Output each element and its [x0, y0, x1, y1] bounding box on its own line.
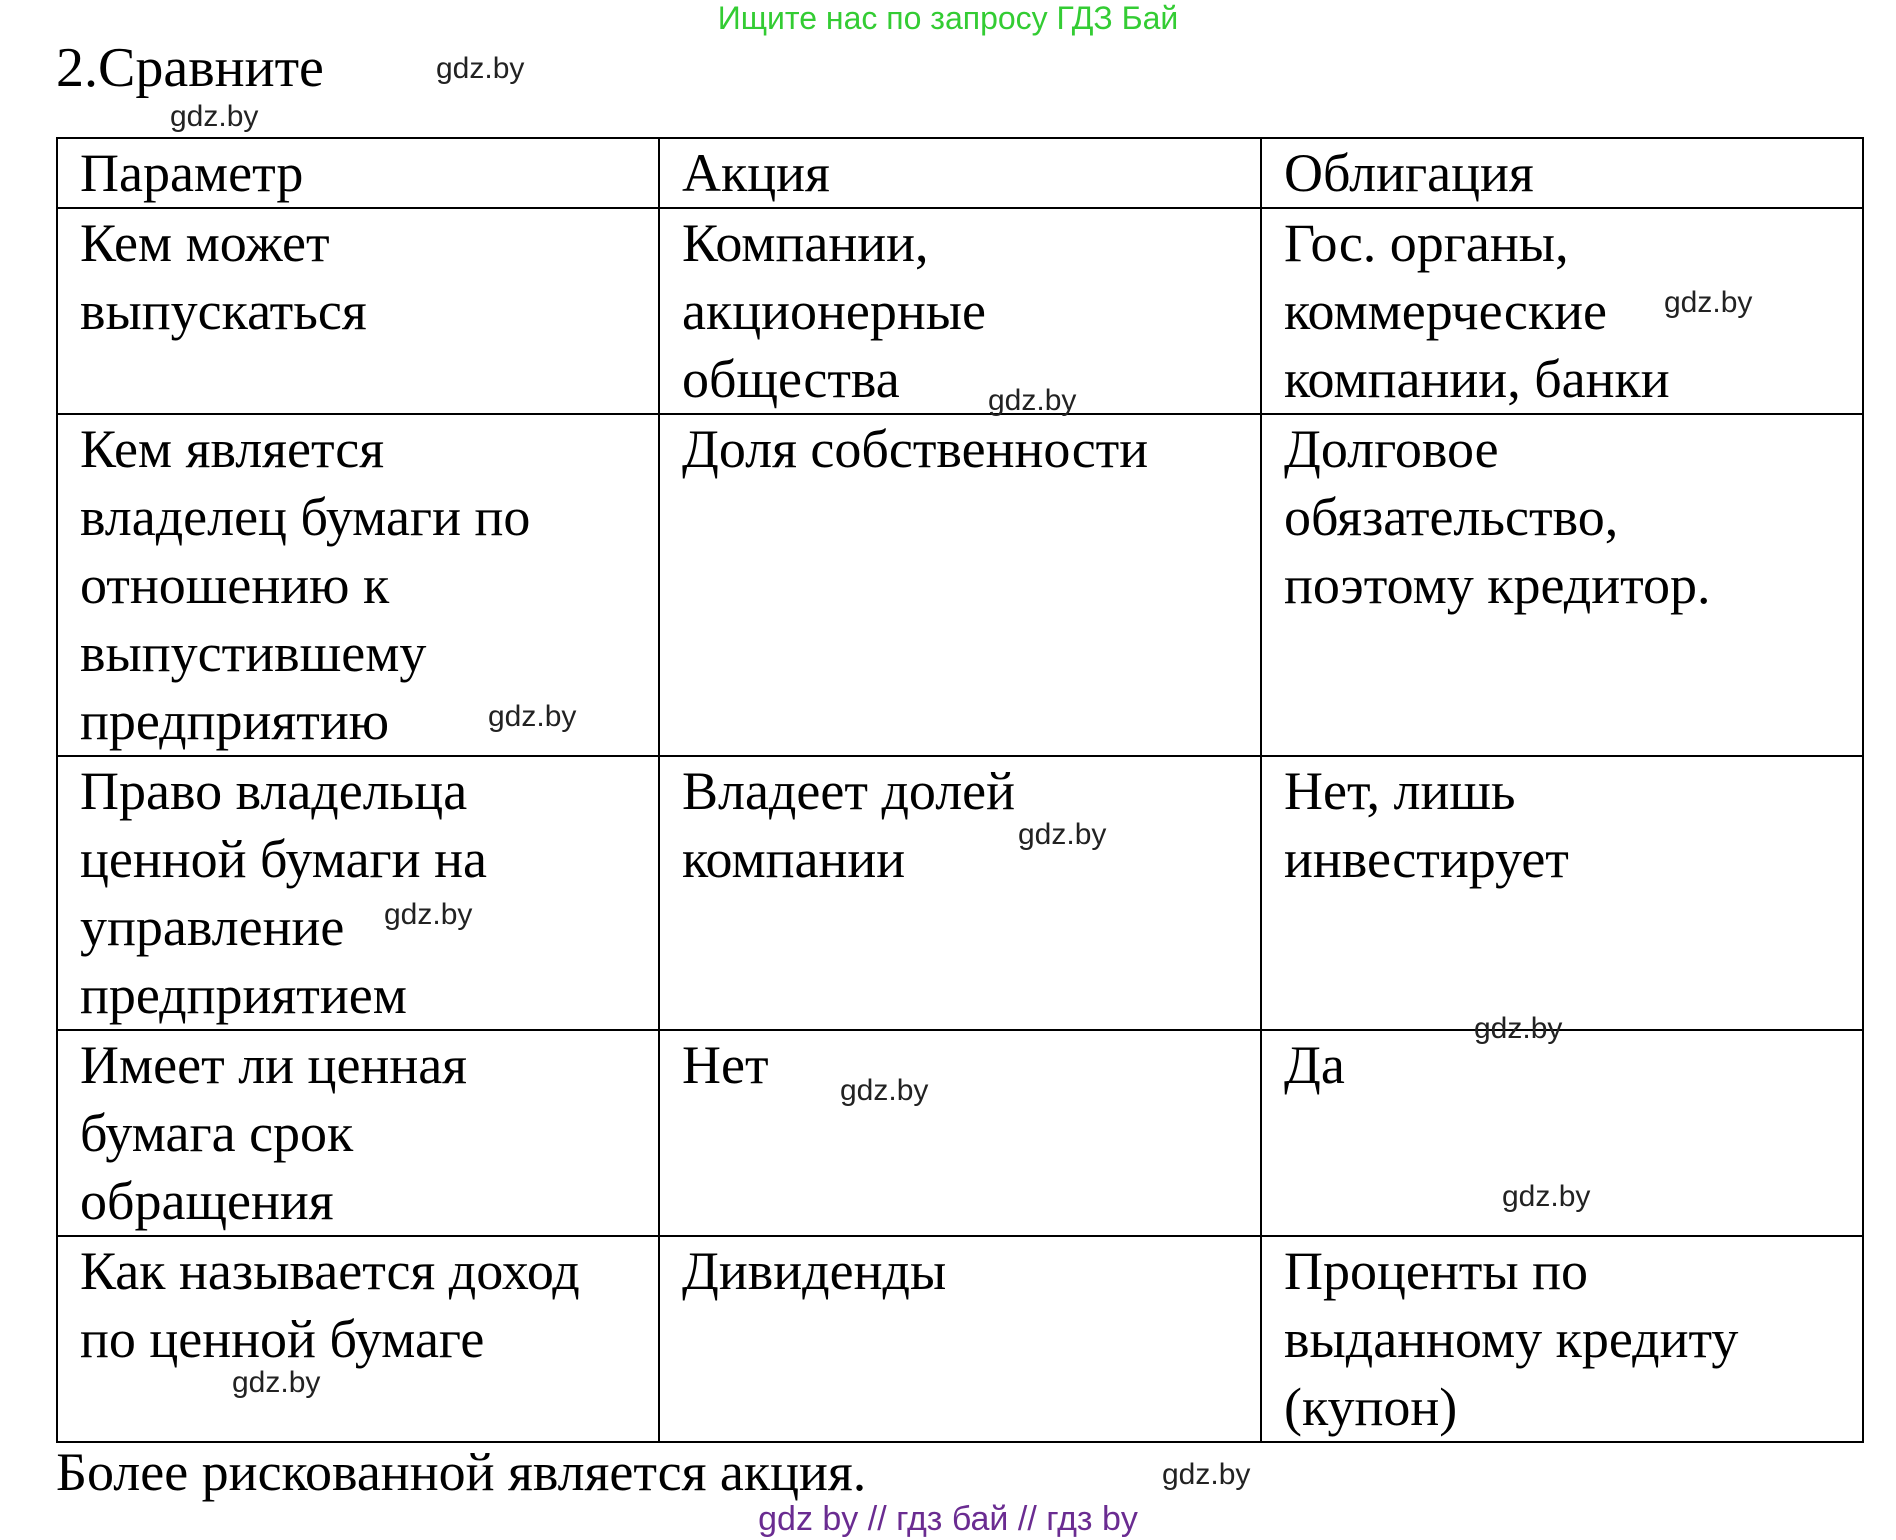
- watermark: gdz.by: [170, 100, 259, 133]
- table-cell: Как называется доход по ценной бумаге: [57, 1236, 659, 1442]
- header-cell-stock: Акция: [659, 138, 1261, 208]
- header-cell-bond: Облигация: [1261, 138, 1863, 208]
- table-cell: Компании, акционерные общества: [659, 208, 1261, 414]
- table-row: [57, 756, 1863, 1030]
- table-cell: Нет: [659, 1030, 1261, 1236]
- watermark: gdz.by: [384, 898, 473, 931]
- table-cell: Нет, лишь инвестирует: [1261, 756, 1863, 1030]
- table-row: [57, 1236, 1863, 1442]
- table-cell: Имеет ли ценная бумага срок обращения: [57, 1030, 659, 1236]
- table-cell: Долговое обязательство, поэтому кредитор.: [1261, 414, 1863, 756]
- table-cell: Гос. органы, коммерческие компании, банки: [1261, 208, 1863, 414]
- table-row: [57, 1030, 1863, 1236]
- task-heading: 2.Сравните: [56, 37, 324, 99]
- watermark: gdz.by: [1474, 1012, 1563, 1045]
- table-cell: Владеет долей компании: [659, 756, 1261, 1030]
- table-cell: Право владельца ценной бумаги на управление предприятием: [57, 756, 659, 1030]
- table-cell: Кем может выпускаться: [57, 208, 659, 414]
- watermark: gdz.by: [436, 52, 525, 85]
- table-row: [57, 208, 1863, 414]
- watermark: gdz.by: [1018, 818, 1107, 851]
- table-cell: Да: [1261, 1030, 1863, 1236]
- table-cell: Проценты по выданному кредиту (купон): [1261, 1236, 1863, 1442]
- watermark: gdz.by: [840, 1074, 929, 1107]
- table-header-row: [57, 138, 1863, 208]
- header-cell-parameter: Параметр: [57, 138, 659, 208]
- top-banner: Ищите нас по запросу ГДЗ Бай: [717, 0, 1179, 36]
- footer-links[interactable]: gdz by // гдз бай // гдз by: [758, 1500, 1138, 1538]
- watermark: gdz.by: [1664, 286, 1753, 319]
- table-row: [57, 414, 1863, 756]
- watermark: gdz.by: [1162, 1458, 1251, 1491]
- watermark: gdz.by: [488, 700, 577, 733]
- table-cell: Дивиденды: [659, 1236, 1261, 1442]
- conclusion-text: Более рискованной является акция.: [56, 1442, 867, 1502]
- watermark: gdz.by: [232, 1366, 321, 1399]
- watermark: gdz.by: [1502, 1180, 1591, 1213]
- watermark: gdz.by: [988, 384, 1077, 417]
- table-cell: Доля собственности: [659, 414, 1261, 756]
- table-cell: Кем является владелец бумаги по отношению к выпустившему предприятию: [57, 414, 659, 756]
- comparison-table: [56, 137, 1864, 1443]
